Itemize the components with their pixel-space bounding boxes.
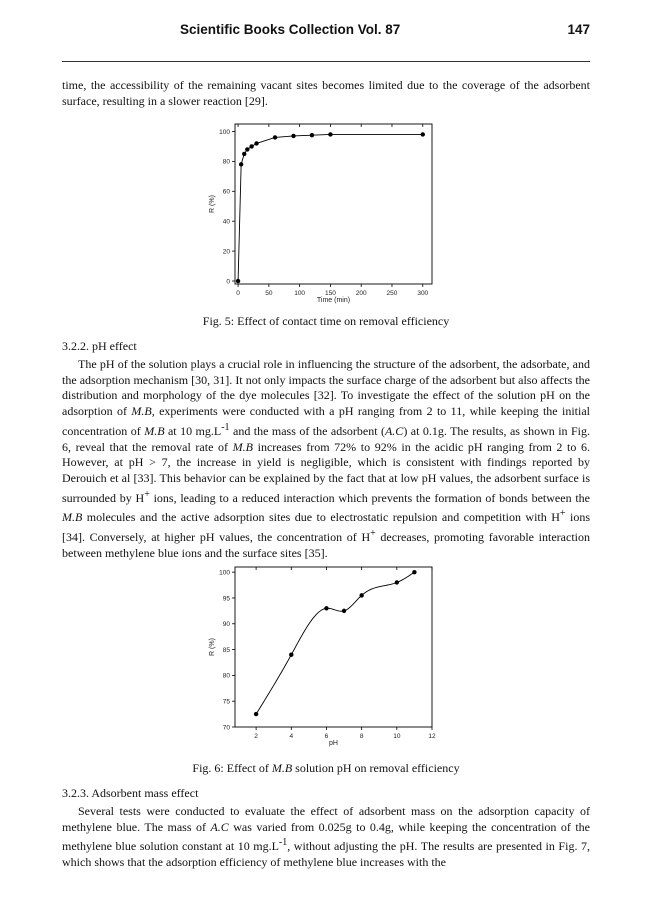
y-tick-label: 40 (222, 218, 230, 226)
ph-paragraph: The pH of the solution plays a crucial role in influencing the structure of the adsorbent, the adsorbate, and the adsorption mechanism [30, 31]. It not only impacts the surface charge of the adsorbent but also affects the distribution and morphology of the dye molecules [32]. To investigate the effect of the solution pH on the adsorption of M.B, experiments were conducted with a pH ranging from 2 to 11, while keeping the initial concentration of M.B at 10 $mg.L^{-1}$ and the mass of the adsorbent (A.C) at 0.1g. The results, as shown in Fig. 6, reveal that the removal rate of M.B increases from 72% to 92% in the acidic pH ranging from 2 to 6. However, at pH > 7, the increase in yield is negligible, which is consistent with findings reported by Derouich et al [33]. This behavior can be explained by the fact that at low pH values, the adsorbent surface is surrounded by H+ ions, leading to a reduced interaction which prevents the formation of bonds between the M.B molecules and the active adsorption sites due to electrostatic repulsion and competition with H+ ions [34]. Conversely, at higher pH values, the concentration of H+ decreases, promoting favorable interaction between methylene blue ions and the surface sites [35]. (62, 357, 591, 560)
data-point (421, 132, 425, 136)
series-line (256, 572, 414, 714)
y-tick-label: 80 (222, 158, 230, 166)
x-tick-label: 4 (289, 733, 294, 740)
x-axis-label: Time (min) (316, 297, 351, 304)
figure-5-caption: Fig. 5: Effect of contact time on removal efficiency (202, 314, 450, 328)
x-tick-label: 12 (428, 733, 436, 740)
data-point (239, 162, 243, 166)
data-point (249, 144, 253, 148)
data-point (395, 580, 399, 584)
data-point (254, 141, 258, 145)
y-tick-label: 60 (222, 188, 230, 196)
section-heading-ph: 3.2.2. pH effect (62, 339, 137, 353)
data-point (245, 147, 249, 151)
data-point (254, 712, 258, 716)
data-point (310, 133, 314, 137)
x-tick-label: 200 (355, 290, 367, 297)
section-heading-mass: 3.2.3. Adsorbent mass effect (62, 786, 199, 800)
figure-5-svg (200, 118, 450, 308)
x-tick-label: 300 (417, 290, 429, 297)
data-point (242, 152, 246, 156)
y-axis-label: R (%) (209, 195, 216, 213)
x-axis-label: pH (329, 740, 338, 747)
y-tick-label: 80 (222, 672, 230, 680)
y-tick-label: 20 (222, 248, 230, 256)
y-tick-label: 75 (222, 698, 230, 706)
y-tick-label: 85 (222, 646, 230, 654)
x-tick-label: 250 (386, 290, 398, 297)
x-tick-label: 100 (294, 290, 306, 297)
page-number: 147 (567, 22, 590, 37)
data-point (273, 135, 277, 139)
y-tick-label: 100 (219, 128, 230, 136)
x-tick-label: 10 (393, 733, 401, 740)
y-tick-label: 95 (222, 595, 230, 603)
running-title: Scientific Books Collection Vol. 87 (180, 22, 401, 37)
data-point (328, 132, 332, 136)
page-header (62, 22, 590, 44)
x-tick-label: 2 (254, 733, 258, 740)
data-point (236, 279, 240, 283)
data-point (289, 653, 293, 657)
y-tick-label: 70 (222, 724, 230, 732)
header-rule (62, 61, 590, 62)
figure-5-chart (200, 118, 450, 308)
intro-paragraph: time, the accessibility of the remaining vacant sites becomes limited due to the coverage of the adsorbent surface, resulting in a slower reaction [29]. (62, 78, 590, 108)
plot-frame (235, 124, 432, 284)
y-tick-label: 90 (222, 621, 230, 629)
figure-6-chart (200, 561, 450, 751)
data-point (291, 134, 295, 138)
figure-6-svg (200, 561, 450, 751)
data-point (324, 606, 328, 610)
x-tick-label: 150 (324, 290, 336, 297)
series-line (238, 134, 423, 281)
y-axis-label: R (%) (209, 638, 216, 656)
y-tick-label: 100 (219, 569, 230, 577)
data-point (412, 570, 416, 574)
figure-6-caption: Fig. 6: Effect of M.B solution pH on removal efficiency (192, 761, 460, 775)
x-tick-label: 0 (236, 290, 240, 297)
x-tick-label: 50 (265, 290, 273, 297)
x-tick-label: 6 (324, 733, 329, 740)
data-point (342, 609, 346, 613)
data-point (359, 593, 363, 597)
x-tick-label: 8 (359, 733, 364, 740)
mass-paragraph: Several tests were conducted to evaluate the effect of adsorbent mass on the adsorption capacity of methylene blue. The mass of A.C was varied from 0.025g to 0.4g, while keeping the concentration of the methylene blue solution constant at 10 $mg.L^{-1}$, without adjusting the pH. The results are presented in Fig. 7, which shows that the adsorption efficiency of methylene blue increases with the (62, 804, 590, 870)
y-tick-label: 0 (226, 278, 230, 286)
plot-frame (235, 567, 432, 727)
